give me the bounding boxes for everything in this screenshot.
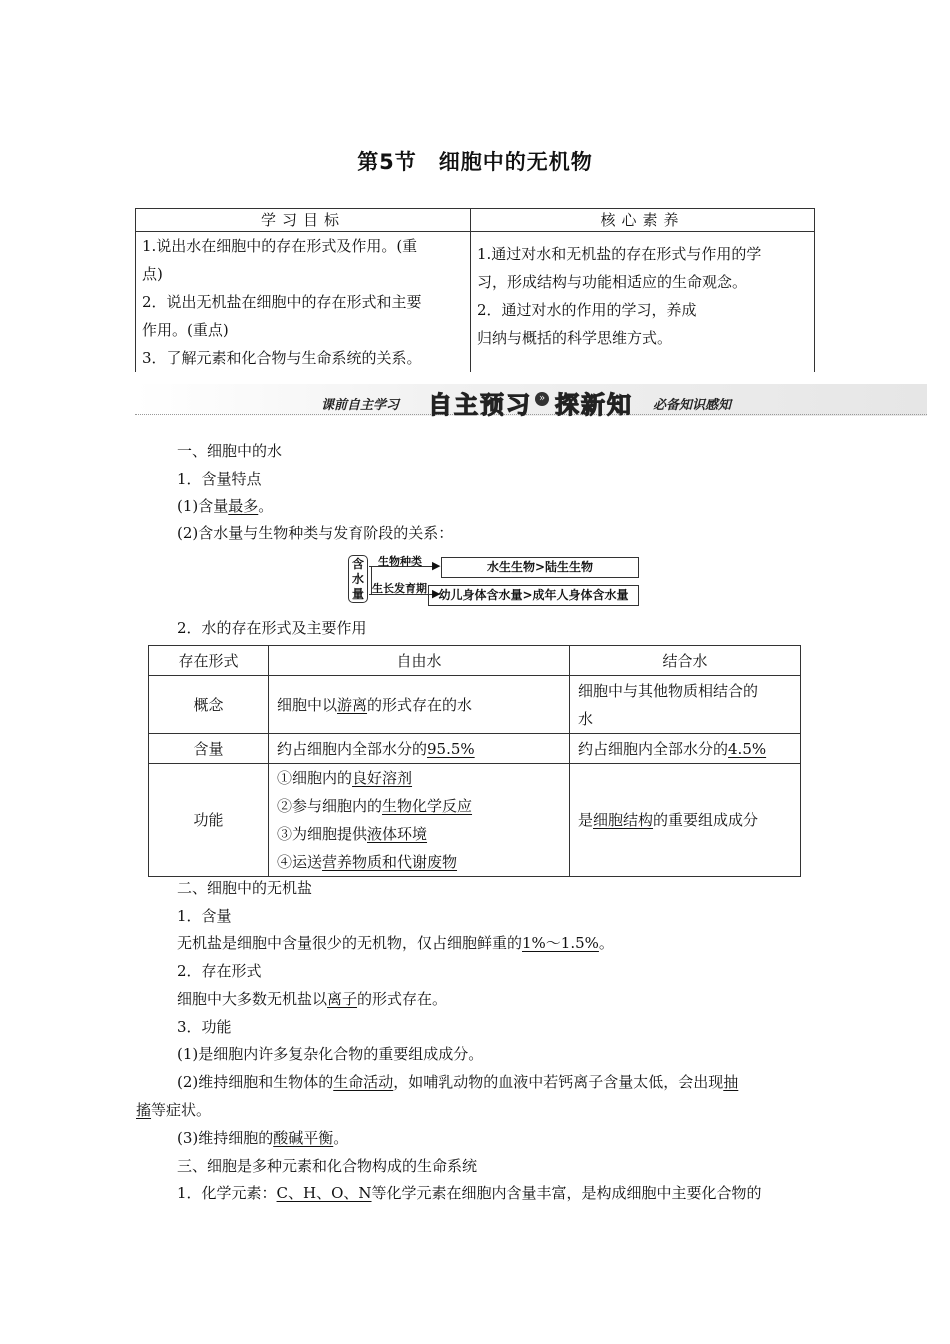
paragraph: 细胞中大多数无机盐以离子的形式存在。: [177, 990, 448, 1008]
objective-line: 点): [142, 265, 163, 283]
table-cell: 细胞中以游离的形式存在的水: [269, 676, 570, 734]
diagram-branch-label: 生物种类: [378, 555, 422, 568]
objectives-table: [135, 208, 815, 372]
water-forms-table: [148, 645, 801, 877]
table-header: 自由水: [269, 646, 570, 676]
objective-line: 3．了解元素和化合物与生命系统的关系。: [142, 349, 422, 367]
section-heading: 一、细胞中的水: [177, 442, 283, 460]
paragraph: (2)维持细胞和生物体的生命活动，如哺乳动物的血液中若钙离子含量太低，会出现抽: [177, 1073, 739, 1091]
subheading: 3．功能: [177, 1018, 232, 1036]
arrow-icon: ▶: [432, 587, 441, 600]
paragraph: 搐等症状。: [136, 1101, 212, 1119]
objectives-header-right: 核心素养: [471, 209, 815, 232]
row-label: 含量: [149, 734, 269, 764]
paragraph: (3)维持细胞的酸碱平衡。: [177, 1129, 349, 1147]
paragraph: (2)含水量与生物种类与发育阶段的关系：: [177, 524, 454, 542]
diagram-root: 含水量: [348, 555, 368, 603]
section-banner: [135, 384, 927, 419]
subheading: 1．含量特点: [177, 470, 262, 488]
table-cell: 约占细胞内全部水分的95.5%: [269, 734, 570, 764]
subheading: 2．水的存在形式及主要作用: [177, 619, 367, 637]
table-cell: 是细胞结构的重要组成成分: [570, 764, 801, 877]
objective-line: 2．说出无机盐在细胞中的存在形式和主要: [142, 293, 422, 311]
banner-arrow-icon: »: [535, 392, 549, 406]
objective-line: 作用。(重点): [142, 321, 229, 339]
table-header: 存在形式: [149, 646, 269, 676]
literacy-line: 2．通过对水的作用的学习，养成: [477, 301, 697, 319]
water-content-diagram: [348, 553, 640, 607]
literacy-line: 归纳与概括的科学思维方式。: [477, 329, 673, 347]
paragraph: 无机盐是细胞中含量很少的无机物，仅占细胞鲜重的1%～1.5%。: [177, 934, 614, 952]
table-cell: 细胞中与其他物质相结合的 水: [570, 676, 801, 734]
diagram-result-box: 幼儿身体含水量>成年人身体含水量: [428, 585, 639, 606]
table-cell: ①细胞内的良好溶剂 ②参与细胞内的生物化学反应 ③为细胞提供液体环境 ④运送营养物质和代谢废物: [269, 764, 570, 877]
objective-line: 1.说出水在细胞中的存在形式及作用。(重: [142, 237, 418, 255]
paragraph: (1)含量最多。: [177, 497, 274, 515]
objectives-left-cell: [136, 232, 471, 373]
diagram-result-box: 水生生物>陆生生物: [441, 557, 639, 578]
paragraph: 1．化学元素：C、H、O、N等化学元素在细胞内含量丰富，是构成细胞中主要化合物的: [177, 1184, 762, 1202]
table-cell: 约占细胞内全部水分的4.5%: [570, 734, 801, 764]
table-header: 结合水: [570, 646, 801, 676]
literacy-line: 习，形成结构与功能相适应的生命观念。: [477, 273, 748, 291]
objectives-right-cell: [471, 232, 815, 373]
banner-right-caption: 必备知识感知: [653, 398, 732, 413]
diagram-branch-label: 生长发育期: [372, 582, 427, 595]
row-label: 功能: [149, 764, 269, 877]
arrow-icon: ▶: [432, 559, 441, 572]
page-title: 第5节 细胞中的无机物: [357, 150, 593, 174]
paragraph: (1)是细胞内许多复杂化合物的重要组成成分。: [177, 1045, 484, 1063]
subheading: 2．存在形式: [177, 962, 262, 980]
subheading: 1．含量: [177, 907, 232, 925]
objectives-header-left: 学习目标: [136, 209, 471, 232]
banner-left-caption: 课前自主学习: [321, 398, 400, 413]
banner-title-left: 自主预习: [428, 391, 532, 419]
section-heading: 二、细胞中的无机盐: [177, 879, 313, 897]
banner-title-right: 探新知: [555, 391, 633, 419]
literacy-line: 1.通过对水和无机盐的存在形式与作用的学: [477, 245, 762, 263]
section-heading: 三、细胞是多种元素和化合物构成的生命系统: [177, 1157, 478, 1175]
row-label: 概念: [149, 676, 269, 734]
